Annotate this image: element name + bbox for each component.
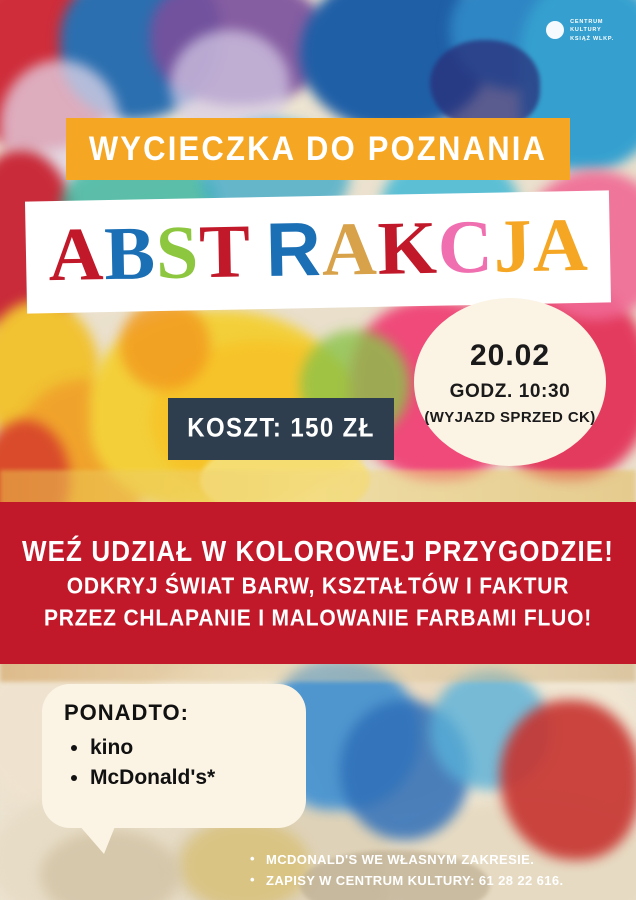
headline-letter: C [436,204,494,290]
red-band-line-2: ODKRYJ ŚWIAT BARW, KSZTAŁTÓW I FAKTUR [66,573,570,599]
bubble-tail-icon [78,824,116,854]
headline-letter: A [47,212,105,298]
title-band-text: WYCIECZKA DO POZNANIA [88,128,548,169]
logo-mark-icon [546,21,564,39]
extras-heading: PONADTO: [64,700,189,725]
time-value: GODZ. 10:30 [449,380,571,402]
headline-letter: J [492,203,533,289]
headline-letter: A [320,206,378,292]
headline-letter: S [155,210,200,296]
list-item: • McDonald's* [90,766,284,790]
headline-letter: K [376,205,438,291]
date-bubble [414,298,606,466]
headline-letter: A [531,202,589,288]
footer-notes [250,852,620,894]
logo-line-2: KULTURY [570,27,602,34]
headline-letter: T [198,209,251,295]
red-message-band [0,502,636,664]
extras-list [64,736,284,790]
departure-note: (WYJAZD SPRZED CK) [424,408,596,426]
title-band [66,118,570,180]
red-band-line-3: PRZEZ CHLAPANIE I MALOWANIE FARBAMI FLUO! [43,605,593,631]
cost-text: KOSZT: 150 ZŁ [187,413,375,444]
cost-band [168,398,394,460]
headline-letters [47,202,589,298]
logo [546,18,614,43]
headline-letter: B [103,211,156,297]
logo-line-3: KSIĄŻ WLKP. [570,35,614,42]
headline-letter: R [265,206,322,293]
extras-bubble [42,684,306,828]
list-item: • kino [90,736,284,760]
date-value: 20.02 [469,338,551,372]
red-band-line-1: WEŹ UDZIAŁ W KOLOROWEJ PRZYGODZIE! [21,533,615,568]
footer-line-1: • MCDONALD'S WE WŁASNYM ZAKRESIE. [250,852,620,867]
footer-line-2: • ZAPISY W CENTRUM KULTURY: 61 28 22 616. [250,873,620,888]
headline-band [25,190,611,313]
logo-line-1: CENTRUM [570,19,604,25]
